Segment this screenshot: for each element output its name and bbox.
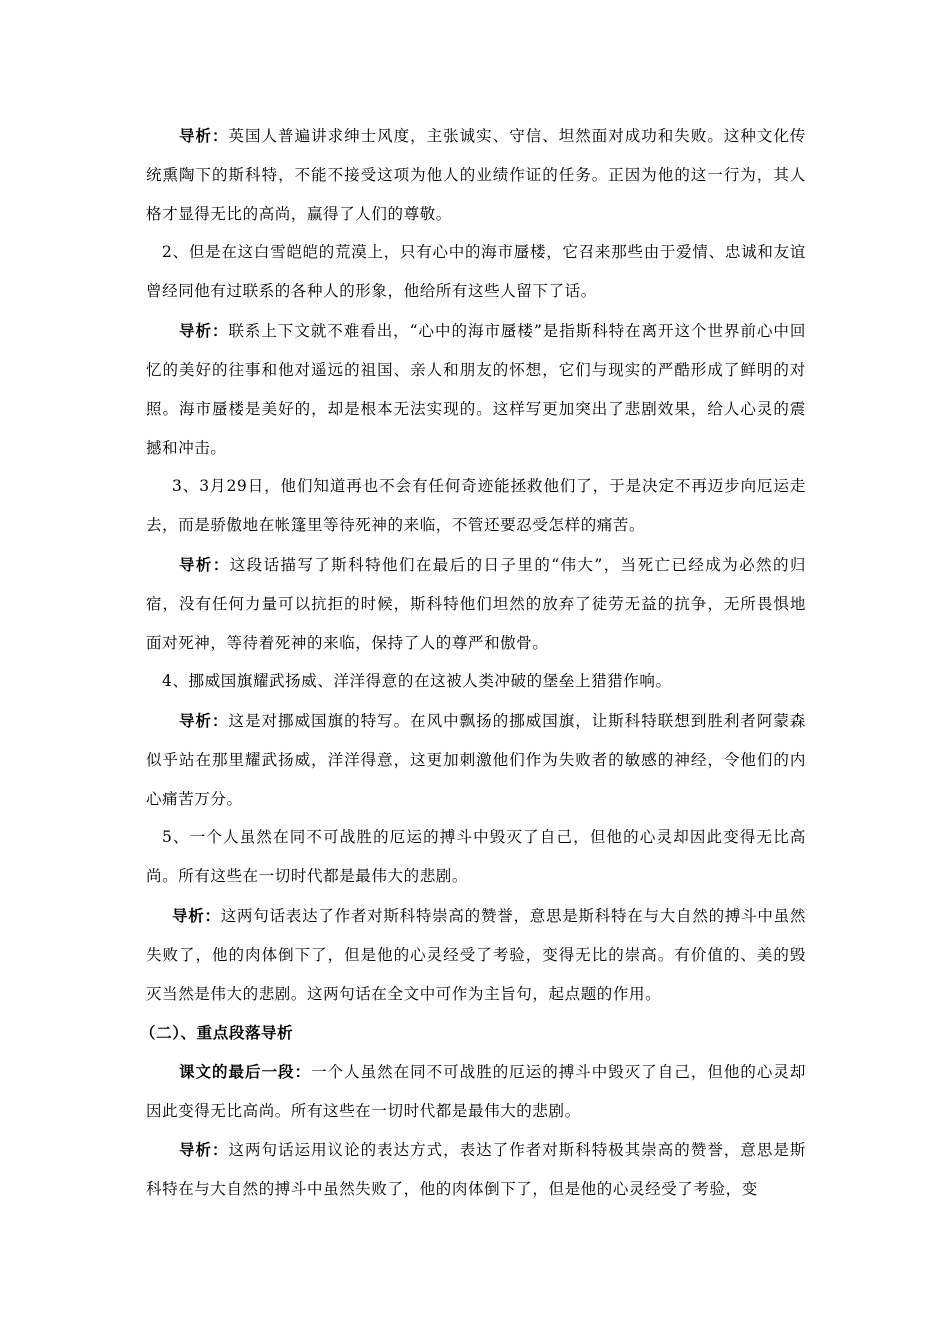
paragraph-text: 英国人普遍讲求绅士风度，主张诚实、守信、坦然面对成功和失败。这种文化传统熏陶下的斯科特，不能不接受这项为他人的业绩作证的任务。正因为他的这一行为，其人格才显得无比的高尚，赢得了人们的尊敬。	[146, 127, 806, 223]
paragraph-text: 5、一个人虽然在同不可战胜的厄运的搏斗中毁灭了自己，但他的心灵却因此变得无比高尚。所有这些在一切时代都是最伟大的悲剧。	[146, 828, 806, 885]
final-analysis-paragraph	[146, 1130, 806, 1209]
paragraph-text: 4、挪威国旗耀武扬威、洋洋得意的在这被人类冲破的堡垒上猎猎作响。	[162, 672, 672, 690]
analysis-label: 导析：	[179, 1140, 229, 1159]
paragraph-text: 3、3月29日，他们知道再也不会有任何奇迹能拯救他们了，于是决定不再迈步向厄运走去，而是骄傲地在帐篷里等待死神的来临，不管还要忍受怎样的痛苦。	[146, 477, 806, 534]
quote-paragraph-3	[146, 467, 806, 545]
paragraph-text: 一个人虽然在同不可战胜的厄运的搏斗中毁灭了自己，但他的心灵却因此变得无比高尚。所有这些在一切时代都是最伟大的悲剧。	[146, 1063, 806, 1120]
paragraph-text: 这两句话表达了作者对斯科特崇高的赞誉，意思是斯科特在与大自然的搏斗中虽然失败了，他的肉体倒下了，但是他的心灵经受了考验，变得无比的崇高。有价值的、美的毁灭当然是伟大的悲剧。这两句话在全文中可作为主旨句，起点题的作用。	[146, 907, 806, 1003]
quote-paragraph-2	[146, 233, 806, 311]
paragraph-text: 联系上下文就不难看出，“心中的海市蜃楼”是指斯科特在离开这个世界前心中回忆的美好的往事和他对遥远的祖国、亲人和朋友的怀想，它们与现实的严酷形成了鲜明的对照。海市蜃楼是美好的，却是根本无法实现的。这样写更加突出了悲剧效果，给人心灵的震撼和冲击。	[146, 322, 806, 457]
quote-paragraph-5	[146, 818, 806, 896]
analysis-label: 导析：	[179, 555, 230, 574]
focus-label: 课文的最后一段：	[179, 1062, 312, 1081]
quote-paragraph-4	[146, 662, 806, 701]
focus-paragraph	[146, 1052, 806, 1131]
analysis-paragraph-5	[146, 896, 806, 1014]
analysis-label: 导析：	[172, 906, 221, 925]
paragraph-text: 2、但是在这白雪皑皑的荒漠上，只有心中的海市蜃楼，它召来那些由于爱情、忠诚和友谊曾经同他有过联系的各种人的形象，他给所有这些人留下了话。	[146, 243, 806, 300]
analysis-paragraph-1	[146, 116, 806, 234]
analysis-paragraph-2	[146, 311, 806, 468]
analysis-label: 导析：	[179, 321, 229, 340]
analysis-paragraph-4	[146, 701, 806, 819]
analysis-paragraph-3	[146, 545, 806, 663]
section-heading: （二）、重点段落导析	[140, 1023, 294, 1042]
paragraph-text: 这段话描写了斯科特他们在最后的日子里的“伟大”，当死亡已经成为必然的归宿，没有任何力量可以抗拒的时候，斯科特他们坦然的放弃了徒劳无益的抗争，无所畏惧地面对死神，等待着死神的来临，保持了人的尊严和傲骨。	[146, 556, 806, 652]
paragraph-text: 这两句话运用议论的表达方式，表达了作者对斯科特极其崇高的赞誉，意思是斯科特在与大自然的搏斗中虽然失败了，他的肉体倒下了，但是他的心灵经受了考验，变	[146, 1141, 806, 1198]
paragraph-text: 这是对挪威国旗的特写。在风中飘扬的挪威国旗，让斯科特联想到胜利者阿蒙森似乎站在那里耀武扬威，洋洋得意，这更加刺激他们作为失败者的敏感的神经，令他们的内心痛苦万分。	[146, 712, 806, 808]
analysis-label: 导析：	[179, 126, 229, 145]
analysis-label: 导析：	[179, 711, 229, 730]
